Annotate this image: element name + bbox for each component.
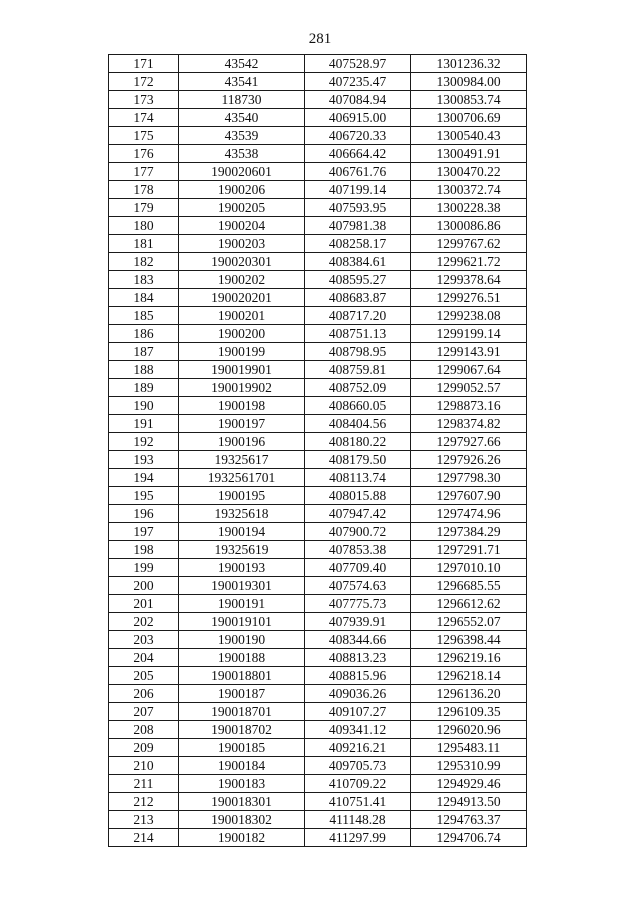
point-number-cell: 213	[109, 811, 179, 829]
y-coordinate-cell: 1300470.22	[411, 163, 527, 181]
y-coordinate-cell: 1297010.10	[411, 559, 527, 577]
y-coordinate-cell: 1298873.16	[411, 397, 527, 415]
table-row	[109, 127, 527, 145]
table-row	[109, 289, 527, 307]
x-coordinate-cell: 407981.38	[305, 217, 411, 235]
x-coordinate-cell: 407593.95	[305, 199, 411, 217]
point-id-cell: 1900191	[179, 595, 305, 613]
table-row	[109, 271, 527, 289]
table-row	[109, 415, 527, 433]
point-id-cell: 1900197	[179, 415, 305, 433]
point-number-cell: 185	[109, 307, 179, 325]
point-id-cell: 1900183	[179, 775, 305, 793]
point-id-cell: 43542	[179, 55, 305, 73]
table-row	[109, 703, 527, 721]
x-coordinate-cell: 408813.23	[305, 649, 411, 667]
point-id-cell: 1900182	[179, 829, 305, 847]
point-number-cell: 201	[109, 595, 179, 613]
table-row	[109, 739, 527, 757]
point-number-cell: 177	[109, 163, 179, 181]
y-coordinate-cell: 1294706.74	[411, 829, 527, 847]
x-coordinate-cell: 408180.22	[305, 433, 411, 451]
x-coordinate-cell: 407775.73	[305, 595, 411, 613]
point-number-cell: 171	[109, 55, 179, 73]
point-number-cell: 200	[109, 577, 179, 595]
point-id-cell: 1900200	[179, 325, 305, 343]
point-number-cell: 194	[109, 469, 179, 487]
y-coordinate-cell: 1295483.11	[411, 739, 527, 757]
point-id-cell: 1900203	[179, 235, 305, 253]
point-number-cell: 182	[109, 253, 179, 271]
point-id-cell: 1900204	[179, 217, 305, 235]
table-row	[109, 829, 527, 847]
y-coordinate-cell: 1294913.50	[411, 793, 527, 811]
page-number: 281	[308, 31, 332, 47]
y-coordinate-cell: 1298374.82	[411, 415, 527, 433]
point-id-cell: 1900205	[179, 199, 305, 217]
table-row	[109, 73, 527, 91]
point-number-cell: 172	[109, 73, 179, 91]
y-coordinate-cell: 1297384.29	[411, 523, 527, 541]
table-row	[109, 559, 527, 577]
point-number-cell: 188	[109, 361, 179, 379]
table-row	[109, 505, 527, 523]
point-number-cell: 206	[109, 685, 179, 703]
table-row	[109, 451, 527, 469]
y-coordinate-cell: 1300086.86	[411, 217, 527, 235]
table-row	[109, 217, 527, 235]
table-row	[109, 469, 527, 487]
point-id-cell: 1900196	[179, 433, 305, 451]
y-coordinate-cell: 1296552.07	[411, 613, 527, 631]
x-coordinate-cell: 408404.56	[305, 415, 411, 433]
point-number-cell: 209	[109, 739, 179, 757]
x-coordinate-cell: 406664.42	[305, 145, 411, 163]
table-row	[109, 343, 527, 361]
point-id-cell: 190020601	[179, 163, 305, 181]
x-coordinate-cell: 407084.94	[305, 91, 411, 109]
point-number-cell: 192	[109, 433, 179, 451]
table-row	[109, 667, 527, 685]
point-id-cell: 190018302	[179, 811, 305, 829]
point-id-cell: 190018702	[179, 721, 305, 739]
point-id-cell: 1900198	[179, 397, 305, 415]
table-row	[109, 793, 527, 811]
y-coordinate-cell: 1301236.32	[411, 55, 527, 73]
point-id-cell: 118730	[179, 91, 305, 109]
x-coordinate-cell: 408595.27	[305, 271, 411, 289]
x-coordinate-cell: 407574.63	[305, 577, 411, 595]
point-number-cell: 187	[109, 343, 179, 361]
y-coordinate-cell: 1296612.62	[411, 595, 527, 613]
point-id-cell: 43541	[179, 73, 305, 91]
x-coordinate-cell: 407853.38	[305, 541, 411, 559]
x-coordinate-cell: 408113.74	[305, 469, 411, 487]
table-row	[109, 721, 527, 739]
point-id-cell: 190020201	[179, 289, 305, 307]
point-number-cell: 183	[109, 271, 179, 289]
point-id-cell: 190020301	[179, 253, 305, 271]
x-coordinate-cell: 411297.99	[305, 829, 411, 847]
y-coordinate-cell: 1296218.14	[411, 667, 527, 685]
point-number-cell: 173	[109, 91, 179, 109]
x-coordinate-cell: 407900.72	[305, 523, 411, 541]
x-coordinate-cell: 409036.26	[305, 685, 411, 703]
point-id-cell: 1900185	[179, 739, 305, 757]
y-coordinate-cell: 1294929.46	[411, 775, 527, 793]
point-id-cell: 190018801	[179, 667, 305, 685]
x-coordinate-cell: 410751.41	[305, 793, 411, 811]
x-coordinate-cell: 408179.50	[305, 451, 411, 469]
x-coordinate-cell: 406915.00	[305, 109, 411, 127]
y-coordinate-cell: 1300491.91	[411, 145, 527, 163]
point-id-cell: 190018701	[179, 703, 305, 721]
point-number-cell: 186	[109, 325, 179, 343]
point-number-cell: 205	[109, 667, 179, 685]
point-number-cell: 179	[109, 199, 179, 217]
table-row	[109, 235, 527, 253]
x-coordinate-cell: 408815.96	[305, 667, 411, 685]
x-coordinate-cell: 408258.17	[305, 235, 411, 253]
point-id-cell: 1900206	[179, 181, 305, 199]
table-row	[109, 163, 527, 181]
point-id-cell: 1900194	[179, 523, 305, 541]
y-coordinate-cell: 1297474.96	[411, 505, 527, 523]
table-row	[109, 109, 527, 127]
x-coordinate-cell: 408717.20	[305, 307, 411, 325]
x-coordinate-cell: 408015.88	[305, 487, 411, 505]
x-coordinate-cell: 407199.14	[305, 181, 411, 199]
point-id-cell: 190019902	[179, 379, 305, 397]
point-number-cell: 174	[109, 109, 179, 127]
y-coordinate-cell: 1299199.14	[411, 325, 527, 343]
y-coordinate-cell: 1295310.99	[411, 757, 527, 775]
y-coordinate-cell: 1299276.51	[411, 289, 527, 307]
table-row	[109, 577, 527, 595]
x-coordinate-cell: 409705.73	[305, 757, 411, 775]
y-coordinate-cell: 1300706.69	[411, 109, 527, 127]
point-number-cell: 203	[109, 631, 179, 649]
table-row	[109, 361, 527, 379]
point-id-cell: 1900188	[179, 649, 305, 667]
x-coordinate-cell: 408344.66	[305, 631, 411, 649]
x-coordinate-cell: 406761.76	[305, 163, 411, 181]
y-coordinate-cell: 1296136.20	[411, 685, 527, 703]
table-row	[109, 775, 527, 793]
point-number-cell: 190	[109, 397, 179, 415]
table-row	[109, 181, 527, 199]
x-coordinate-cell: 408683.87	[305, 289, 411, 307]
point-id-cell: 190019101	[179, 613, 305, 631]
point-number-cell: 202	[109, 613, 179, 631]
point-number-cell: 214	[109, 829, 179, 847]
point-number-cell: 198	[109, 541, 179, 559]
y-coordinate-cell: 1299143.91	[411, 343, 527, 361]
point-id-cell: 1900195	[179, 487, 305, 505]
x-coordinate-cell: 408752.09	[305, 379, 411, 397]
table-row	[109, 55, 527, 73]
x-coordinate-cell: 408751.13	[305, 325, 411, 343]
point-number-cell: 175	[109, 127, 179, 145]
x-coordinate-cell: 409107.27	[305, 703, 411, 721]
point-id-cell: 190019901	[179, 361, 305, 379]
x-coordinate-cell: 410709.22	[305, 775, 411, 793]
point-id-cell: 43538	[179, 145, 305, 163]
point-number-cell: 208	[109, 721, 179, 739]
y-coordinate-cell: 1297926.26	[411, 451, 527, 469]
y-coordinate-cell: 1299052.57	[411, 379, 527, 397]
y-coordinate-cell: 1300984.00	[411, 73, 527, 91]
point-number-cell: 199	[109, 559, 179, 577]
point-number-cell: 178	[109, 181, 179, 199]
y-coordinate-cell: 1299238.08	[411, 307, 527, 325]
table-row	[109, 253, 527, 271]
point-number-cell: 204	[109, 649, 179, 667]
y-coordinate-cell: 1300228.38	[411, 199, 527, 217]
table-row	[109, 523, 527, 541]
point-id-cell: 190019301	[179, 577, 305, 595]
table-row	[109, 631, 527, 649]
table-row	[109, 487, 527, 505]
point-number-cell: 210	[109, 757, 179, 775]
point-number-cell: 212	[109, 793, 179, 811]
table-row	[109, 541, 527, 559]
x-coordinate-cell: 408384.61	[305, 253, 411, 271]
point-id-cell: 19325617	[179, 451, 305, 469]
x-coordinate-cell: 406720.33	[305, 127, 411, 145]
point-id-cell: 190018301	[179, 793, 305, 811]
y-coordinate-cell: 1299767.62	[411, 235, 527, 253]
x-coordinate-cell: 411148.28	[305, 811, 411, 829]
table-row	[109, 757, 527, 775]
point-id-cell: 1900193	[179, 559, 305, 577]
y-coordinate-cell: 1297607.90	[411, 487, 527, 505]
point-id-cell: 43540	[179, 109, 305, 127]
coordinates-table-body	[109, 55, 527, 847]
x-coordinate-cell: 407709.40	[305, 559, 411, 577]
x-coordinate-cell: 408660.05	[305, 397, 411, 415]
point-number-cell: 180	[109, 217, 179, 235]
y-coordinate-cell: 1299067.64	[411, 361, 527, 379]
table-row	[109, 397, 527, 415]
table-row	[109, 379, 527, 397]
point-id-cell: 1900187	[179, 685, 305, 703]
y-coordinate-cell: 1297291.71	[411, 541, 527, 559]
table-row	[109, 91, 527, 109]
point-number-cell: 184	[109, 289, 179, 307]
table-row	[109, 595, 527, 613]
y-coordinate-cell: 1297927.66	[411, 433, 527, 451]
table-row	[109, 307, 527, 325]
x-coordinate-cell: 407528.97	[305, 55, 411, 73]
y-coordinate-cell: 1300540.43	[411, 127, 527, 145]
x-coordinate-cell: 407939.91	[305, 613, 411, 631]
table-row	[109, 613, 527, 631]
point-number-cell: 191	[109, 415, 179, 433]
point-id-cell: 1900190	[179, 631, 305, 649]
y-coordinate-cell: 1296020.96	[411, 721, 527, 739]
point-number-cell: 181	[109, 235, 179, 253]
point-id-cell: 1932561701	[179, 469, 305, 487]
x-coordinate-cell: 407235.47	[305, 73, 411, 91]
point-id-cell: 43539	[179, 127, 305, 145]
y-coordinate-cell: 1299621.72	[411, 253, 527, 271]
table-row	[109, 649, 527, 667]
point-number-cell: 193	[109, 451, 179, 469]
table-row	[109, 325, 527, 343]
y-coordinate-cell: 1300372.74	[411, 181, 527, 199]
y-coordinate-cell: 1296398.44	[411, 631, 527, 649]
table-row	[109, 199, 527, 217]
point-id-cell: 1900202	[179, 271, 305, 289]
table-row	[109, 685, 527, 703]
x-coordinate-cell: 409341.12	[305, 721, 411, 739]
y-coordinate-cell: 1294763.37	[411, 811, 527, 829]
table-row	[109, 145, 527, 163]
point-id-cell: 1900184	[179, 757, 305, 775]
point-number-cell: 196	[109, 505, 179, 523]
y-coordinate-cell: 1296685.55	[411, 577, 527, 595]
point-number-cell: 189	[109, 379, 179, 397]
table-row	[109, 433, 527, 451]
coordinates-table	[108, 54, 527, 847]
point-id-cell: 1900201	[179, 307, 305, 325]
y-coordinate-cell: 1299378.64	[411, 271, 527, 289]
point-number-cell: 176	[109, 145, 179, 163]
point-number-cell: 197	[109, 523, 179, 541]
y-coordinate-cell: 1296109.35	[411, 703, 527, 721]
point-id-cell: 19325619	[179, 541, 305, 559]
x-coordinate-cell: 408759.81	[305, 361, 411, 379]
x-coordinate-cell: 409216.21	[305, 739, 411, 757]
y-coordinate-cell: 1296219.16	[411, 649, 527, 667]
point-number-cell: 207	[109, 703, 179, 721]
y-coordinate-cell: 1297798.30	[411, 469, 527, 487]
x-coordinate-cell: 408798.95	[305, 343, 411, 361]
point-id-cell: 19325618	[179, 505, 305, 523]
point-id-cell: 1900199	[179, 343, 305, 361]
point-number-cell: 211	[109, 775, 179, 793]
table-row	[109, 811, 527, 829]
point-number-cell: 195	[109, 487, 179, 505]
y-coordinate-cell: 1300853.74	[411, 91, 527, 109]
x-coordinate-cell: 407947.42	[305, 505, 411, 523]
